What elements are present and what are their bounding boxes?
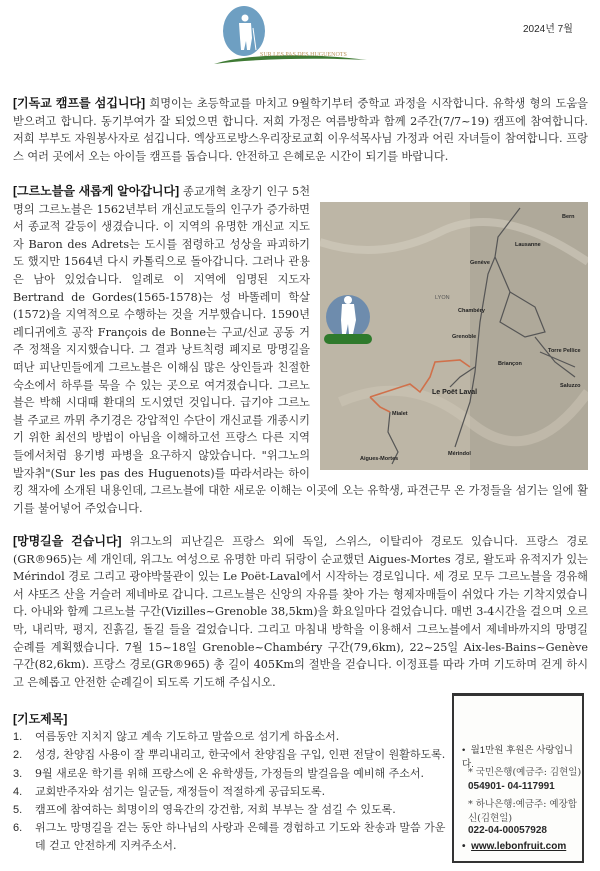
account-hana: 022-04-00057928: [468, 825, 547, 836]
prayer-item: 4. 교회반주자와 섬기는 일군들, 재정들이 적절하게 공급되도록.: [13, 784, 326, 798]
svg-text:SUR LES PAS DES HUGUENOTS: SUR LES PAS DES HUGUENOTS: [260, 52, 347, 58]
svg-text:Saluzzo: Saluzzo: [560, 383, 581, 389]
prayer-item: 6. 위그노 망명길을 걷는 동안 하나님의 사랑과 은혜를 경험하고 기도와 찬송과 말씀 가운데 걷고 안전하게 지켜주소서.: [13, 821, 446, 853]
prayer-item: 2. 성경, 찬양집 사용이 잘 뿌리내리고, 한국에서 찬양집을 구입, 인편 전달이 원활하도록.: [13, 748, 446, 762]
prayer-requests: [13, 710, 453, 856]
prayer-item: 1. 여름동안 지치지 않고 계속 기도하고 말씀으로 섬기게 하옵소서.: [13, 730, 340, 744]
bank-kookmin: * 국민은행(예금주: 김현일): [468, 767, 582, 778]
svg-text:Le Poët Laval: Le Poët Laval: [432, 389, 478, 396]
svg-text:Bern: Bern: [562, 214, 575, 220]
section-heading: [그르노블을 새롭게 알아갑니다]: [13, 184, 180, 198]
section-body: 종교개혁 초장기 인구 5천명의 그르노블은 1562년부터 개신교도들의 인구가 증가하면서 종교적 갈등이 생겼습니다. 이 지역의 유명한 개신교 지도자 Baron des Adrets는 도시를 점령하고 성상을 파괴하기도 했지만 1564년 다시 카톨릭으로 돌아갑니다. 그러나 관용은 남아 있었습니다. 일례로 이 지역에 임명된 지도자 Bertrand de Gordes(1565-1578)는 성 바똘레미 학살(1572)을 지역적으로 수행하는 것을 거부했습니다. 1590년 레디귀에흐 공작 François de Bonne는 구교/신교 공동 거주 정책을 지지했습니다. 그 결과 낭트칙령 폐지로 망명길을 떠난 피난민들에게 그르노블은 이해심 많은 상인들과 친절한 숙소에서 하루를 묵을 수 있는 곳으로 여겨졌습니다. 그르노블은 박해 시대때 환대의 도시였던 것입니다. 급기야 그르노블 주교르 까뮈 추기경은 강압적인 수단이 개신교를 개종시키기 위한 최선의 방법이 아님을 이해하고선 프랑스 다른 지역들에서처럼 용기병 파병을 요구하지 않았습니다. "위그노의 발자취"(Sur les pas des Huguenots)를 따라서라는 하이킹 책자에 소개된 내용인데, 그르노블에 대한 새로운 이해는 이곳에 오는 유학생, 파견근무 온 가정들을 섬기는 일에 활기를 불어넣어 주었습니다.: [13, 185, 588, 515]
svg-text:Mérindol: Mérindol: [448, 451, 471, 457]
section-body: 위그노의 피난길은 프랑스 외에 독일, 스위스, 이탈리아 경로도 있습니다. 프랑스 경로(GR®965)는 세 개인데, 위그노 여성으로 유명한 마리 뒤랑이 순교했던 Aigues-Mortes 경로, 왈도파 유적지가 있는 Mérindol 경로 그리고 광야박물관이 있는 Le Poët-Laval에서 시작하는 경로입니다. 세 경로 모두 그르노블을 경유해서 샤또즈 산을 거슬러 제네바로 갑니다. 그르노블은 신앙의 자유를 찾아 가는 형제자매들이 쉬었다 가는 기착지였습니다. 아내와 함께 그르노블 구간(Vizilles~Grenoble 38,5km)을 화요일마다 걸었습니다. 매번 3-4시간을 걸으며 오르막, 내리막, 평지, 진흙길, 돌길 들을 걸었습니다. 그리고 마침내 방학을 이용해서 그르노블에서 제네바까지의 망명길 순례를 계획했습니다. 7월 15~18일 Grenoble~Chambéry 구간(79,6km), 22~25일 Aix-les-Bains~Genève 구간(82,6km). 프랑스 경로(GR®965) 총 길이 405Km의 절반을 걷습니다. 이정표를 따라 가며 기도하며 걷게 하시고 은혜롭고 안전한 순례길이 되도록 기도해 주십시오.: [13, 535, 588, 689]
svg-text:Torre Pellice: Torre Pellice: [548, 348, 581, 354]
website-link[interactable]: www.lebonfruit.com: [471, 841, 567, 852]
svg-text:LYON: LYON: [435, 295, 450, 301]
account-kookmin: 054901- 04-117991: [468, 781, 555, 792]
svg-text:Aigues-Mortes: Aigues-Mortes: [360, 456, 399, 462]
section-heading: [기독교 캠프를 섬깁니다]: [13, 96, 146, 110]
sur-les-pas-des-huguenots-logo: [212, 4, 372, 64]
svg-text:Mialet: Mialet: [392, 411, 408, 417]
svg-text:Genève: Genève: [470, 260, 490, 266]
prayer-item: 5. 캠프에 참여하는 희명이의 영육간의 강건함, 저희 부부는 잘 섬길 수 있도록.: [13, 803, 396, 817]
svg-text:Briançon: Briançon: [498, 361, 522, 367]
bank-hana: * 하나은행:예금주: 예장합신(김현일): [468, 799, 577, 824]
section-heading: [망명길을 걷습니다]: [13, 534, 122, 548]
section-grenoble: [13, 183, 588, 517]
support-box: [452, 693, 584, 863]
website: • www.lebonfruit.com: [462, 841, 567, 852]
issue-date: 2024년 7월: [523, 24, 573, 35]
prayer-item: 3. 9월 새로운 학기를 위해 프랑스에 온 유학생들, 가정들의 발걸음을 예비해 주소서.: [13, 766, 424, 780]
support-title: • 월1만원 후원은 사랑입니다.: [462, 745, 573, 770]
svg-text:Chambéry: Chambéry: [458, 308, 485, 314]
svg-text:Grenoble: Grenoble: [452, 334, 477, 340]
huguenot-route-map: [320, 202, 588, 470]
section-body: 희명이는 초등학교를 마치고 9월학기부터 중학교 과정을 시작합니다. 유학생 형의 도움을 받으려고 합니다. 동기부여가 잘 되었으면 합니다. 저희 가정은 여름방학과 함께 2주간(7/7~19) 캠프에 참여합니다. 저희 부부도 자원봉사자로 섬깁니다. 엑상프로방스우리장로교회 이우석목사님 가정과 어린 자녀들이 참여합니다. 프랑스 여러 곳에서 오는 아이들 캠프를 돕습니다. 안전하고 은혜로운 시간이 되기를 바랍니다.: [13, 97, 588, 163]
svg-text:Lausanne: Lausanne: [515, 242, 541, 248]
section-camp: [13, 95, 588, 165]
section-pilgrimage: [13, 533, 588, 691]
prayer-heading: [기도제목]: [13, 712, 68, 726]
